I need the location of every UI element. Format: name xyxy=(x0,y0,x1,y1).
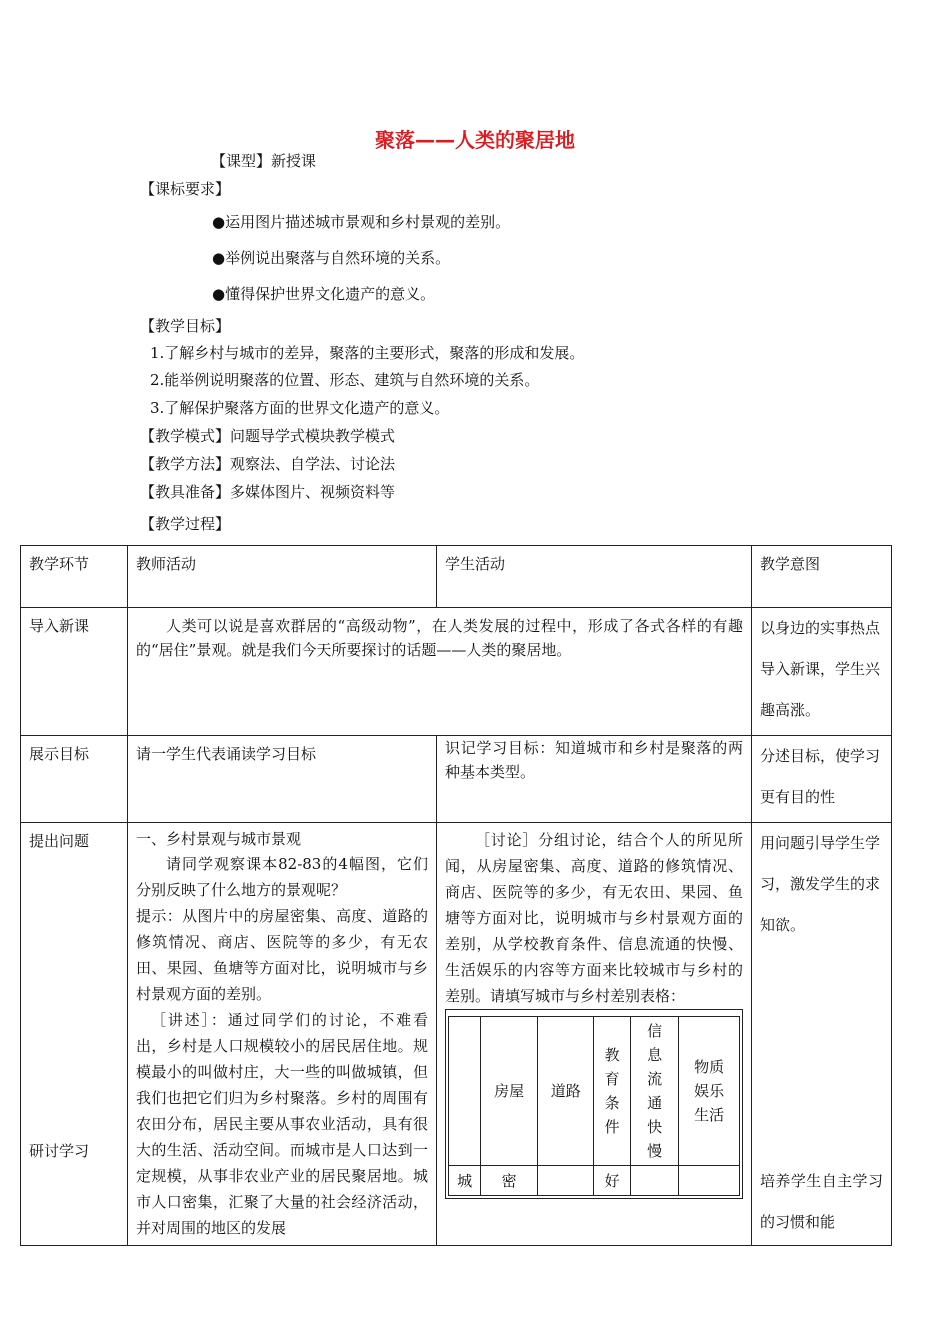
diff-header-life-label: 物质娱乐生活 xyxy=(694,1058,725,1124)
goal-item: 2.能举例说明聚落的位置、形态、建筑与自然环境的关系。 xyxy=(150,371,540,389)
diff-row xyxy=(449,1166,740,1196)
diff-cell: 城 xyxy=(449,1166,481,1196)
teacher-cell: 请一学生代表诵读学习目标 xyxy=(128,736,437,823)
teacher-cell xyxy=(128,823,437,1246)
teaching-mode: 【教学模式】问题导学式模块教学模式 xyxy=(140,427,396,445)
section-title: 一、乡村景观与城市景观 xyxy=(136,830,302,848)
diff-cell xyxy=(679,1166,740,1196)
intent-cell: 分述目标，使学习更有目的性 xyxy=(752,736,892,823)
table-row xyxy=(21,608,892,736)
diff-cell xyxy=(630,1166,679,1196)
diff-header-housing: 房屋 xyxy=(481,1017,538,1166)
city-rural-diff-table xyxy=(448,1016,740,1196)
diff-header-roads: 道路 xyxy=(537,1017,594,1166)
stage-cell: 展示目标 xyxy=(21,736,128,823)
stage-label: 提出问题 xyxy=(29,832,90,850)
teaching-method: 【教学方法】观察法、自学法、讨论法 xyxy=(140,455,396,473)
table-row xyxy=(21,823,892,1246)
header-intent: 教学意图 xyxy=(752,546,892,608)
header-teacher: 教师活动 xyxy=(128,546,437,608)
intent-cell: 以身边的实事热点导入新课，学生兴趣高涨。 xyxy=(752,608,892,736)
student-cell xyxy=(437,823,752,1246)
intent-text: 用问题引导学生学习，激发学生的求知欲。 xyxy=(760,834,881,934)
goal-item: 3.了解保护聚落方面的世界文化遗产的意义。 xyxy=(150,399,450,417)
student-paragraph: ［讨论］分组讨论，结合个人的所见所闻，从房屋密集、高度、道路的修筑情况、商店、医院等的多少，有无农田、果园、鱼塘等方面对比，说明城市与乡村景观方面的差别，从学校教育条件、信息流通的快慢、生活娱乐的内容等方面来比较城市与乡村的差别。请填写城市与乡村差别表格： xyxy=(445,831,743,1005)
diff-header-empty xyxy=(449,1017,481,1166)
intent-text-secondary: 培养学生自主学习的习惯和能 xyxy=(760,1172,883,1231)
table-header-row xyxy=(21,546,892,608)
standard-item: ●懂得保护世界文化遗产的意义。 xyxy=(212,285,436,303)
teacher-paragraph: ［讲述］：通过同学们的讨论，不难看出，乡村是人口规模较小的居民居住地。规模最小的叫做村庄，大一些的叫做城镇，但我们也把它们归为乡村聚落。乡村的周围有农田分布，居民主要从事农业活动，具有很大的生活、活动空间。而城市是人口达到一定规模，从事非农业产业的居民聚居地。城市人口密集，汇聚了大量的社会经济活动，并对周围的地区的发展 xyxy=(136,1011,428,1237)
diff-header-education-label: 教育条件 xyxy=(604,1046,620,1136)
diff-header-row xyxy=(449,1017,740,1166)
teaching-tools: 【教具准备】多媒体图片、视频资料等 xyxy=(140,483,396,501)
table-row xyxy=(21,736,892,823)
standards-heading: 【课标要求】 xyxy=(140,180,231,198)
teacher-paragraph: 提示：从图片中的房屋密集、高度、道路的修筑情况、商店、医院等的多少，有无农田、果园、鱼塘等方面对比，说明城市与乡村景观方面的差别。 xyxy=(136,907,428,1003)
intro-content: 人类可以说是喜欢群居的“高级动物”，在人类发展的过程中，形成了各式各样的有趣的“居住”景观。就是我们今天所要探讨的话题——人类的聚居地。 xyxy=(128,608,752,736)
diff-cell xyxy=(537,1166,594,1196)
lesson-type: 【课型】新授课 xyxy=(211,152,317,170)
header-student: 学生活动 xyxy=(437,546,752,608)
goal-item: 1.了解乡村与城市的差异，聚落的主要形式，聚落的形成和发展。 xyxy=(150,344,585,362)
stage-cell: 导入新课 xyxy=(21,608,128,736)
student-cell: 识记学习目标：知道城市和乡村是聚落的两种基本类型。 xyxy=(437,736,752,823)
goals-heading: 【教学目标】 xyxy=(140,317,231,335)
stage-cell xyxy=(21,823,128,1246)
standard-item: ●举例说出聚落与自然环境的关系。 xyxy=(212,249,451,267)
diff-cell: 密 xyxy=(481,1166,538,1196)
teacher-paragraph: 请同学观察课本82-83的4幅图，它们分别反映了什么地方的景观呢？ xyxy=(136,855,428,899)
diff-header-life xyxy=(679,1017,740,1166)
intent-cell xyxy=(752,823,892,1246)
header-stage: 教学环节 xyxy=(21,546,128,608)
document-title: 聚落——人类的聚居地 xyxy=(375,128,575,152)
process-table xyxy=(20,545,892,1246)
diff-header-information-label: 信息流通快慢 xyxy=(647,1022,663,1160)
diff-cell: 好 xyxy=(594,1166,630,1196)
diff-table-frame xyxy=(445,1009,743,1199)
diff-header-education xyxy=(594,1017,630,1166)
process-heading: 【教学过程】 xyxy=(140,515,231,533)
diff-header-information xyxy=(630,1017,679,1166)
standard-item: ●运用图片描述城市景观和乡村景观的差别。 xyxy=(212,213,511,231)
stage-label-secondary: 研讨学习 xyxy=(29,1142,90,1160)
